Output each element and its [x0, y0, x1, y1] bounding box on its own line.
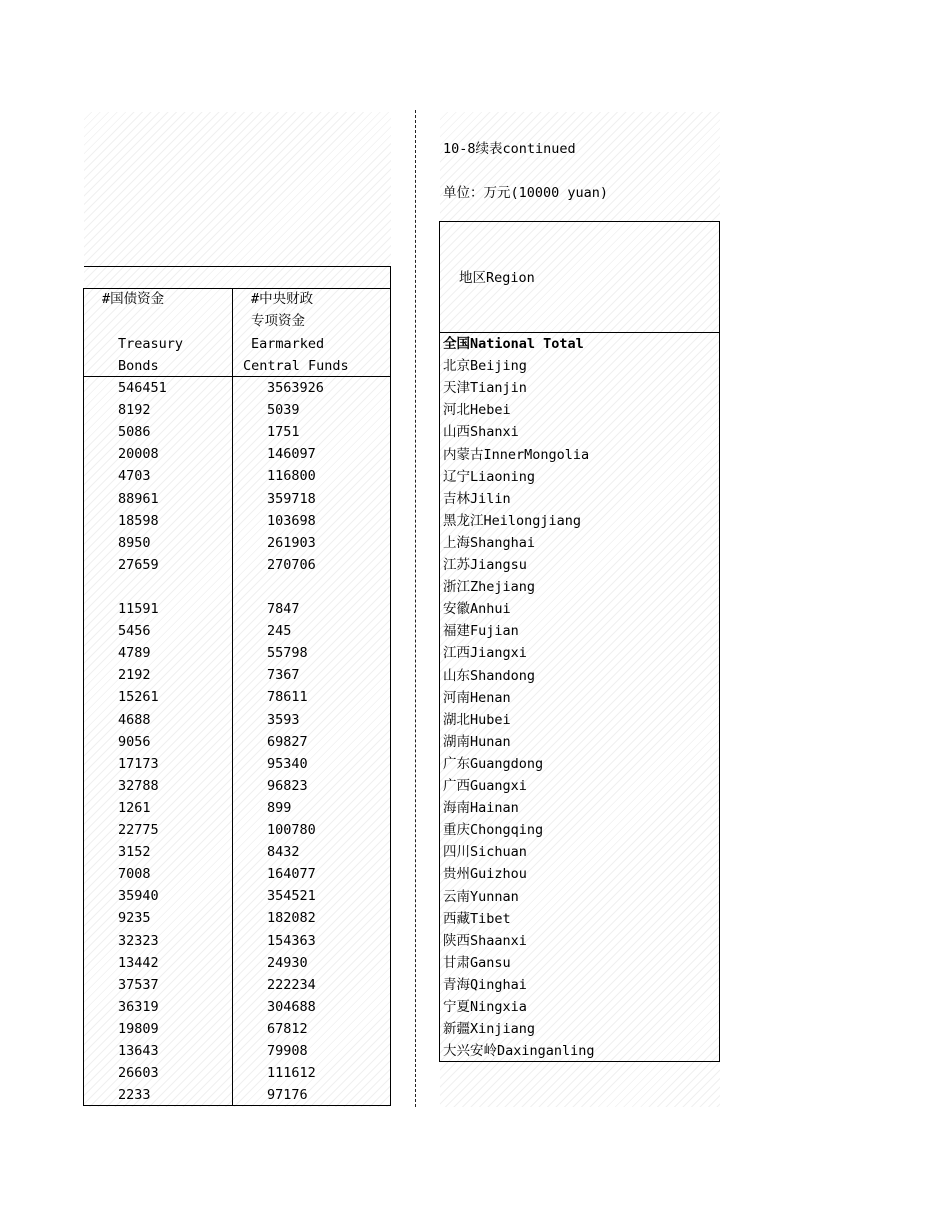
region-row: 大兴安岭Daxinganling — [443, 1043, 595, 1060]
region-row: 北京Beijing — [443, 358, 527, 375]
right-border — [390, 266, 391, 1106]
treasury-bonds-cell: 17173 — [118, 755, 159, 772]
region-row: 山西Shanxi — [443, 424, 519, 441]
region-left-border — [439, 221, 440, 1062]
earmarked-funds-cell: 24930 — [267, 954, 308, 971]
earmarked-funds-cell: 97176 — [267, 1087, 308, 1104]
table-top-rule — [84, 266, 391, 267]
earmarked-header-en-1: Earmarked — [251, 336, 325, 352]
earmarked-funds-cell: 354521 — [267, 888, 316, 905]
treasury-bonds-cell: 35940 — [118, 888, 159, 905]
region-table-top-rule — [439, 221, 720, 222]
treasury-bonds-cell: 2192 — [118, 667, 151, 684]
treasury-bonds-cell: 15261 — [118, 689, 159, 706]
region-row: 内蒙古InnerMongolia — [443, 446, 590, 463]
region-row: 贵州Guizhou — [443, 866, 527, 883]
region-row: 河南Henan — [443, 689, 511, 706]
region-row: 上海Shanghai — [443, 534, 536, 551]
region-row: 青海Qinghai — [443, 976, 527, 993]
earmarked-funds-cell: 899 — [267, 799, 292, 816]
region-row: 湖北Hubei — [443, 711, 511, 728]
region-header: 地区Region — [459, 270, 535, 286]
treasury-header-en-1: Treasury — [118, 336, 184, 352]
treasury-bonds-cell: 8192 — [118, 402, 151, 419]
earmarked-funds-cell: 111612 — [267, 1065, 316, 1082]
earmarked-funds-cell: 5039 — [267, 402, 300, 419]
treasury-bonds-cell: 3152 — [118, 844, 151, 861]
region-row: 海南Hainan — [443, 800, 519, 817]
earmarked-funds-cell: 7367 — [267, 667, 300, 684]
region-row: 广东Guangdong — [443, 755, 544, 772]
treasury-bonds-cell: 1261 — [118, 799, 151, 816]
earmarked-funds-cell: 182082 — [267, 910, 316, 927]
earmarked-funds-cell: 261903 — [267, 534, 316, 551]
earmarked-header-en-2: Central Funds — [243, 358, 349, 374]
region-row: 天津Tianjin — [443, 380, 527, 397]
treasury-bonds-cell: 7008 — [118, 866, 151, 883]
earmarked-header-cn-1: #中央财政 — [251, 291, 314, 307]
treasury-bonds-cell: 2233 — [118, 1087, 151, 1104]
column-divider — [232, 288, 233, 1106]
earmarked-funds-cell: 3563926 — [267, 380, 324, 396]
earmarked-funds-cell: 164077 — [267, 866, 316, 883]
unit-label: 单位：万元(10000 yuan) — [443, 185, 609, 201]
treasury-header-cn: #国债资金 — [102, 291, 165, 307]
earmarked-funds-cell: 8432 — [267, 844, 300, 861]
earmarked-funds-cell: 95340 — [267, 755, 308, 772]
treasury-bonds-cell: 546451 — [118, 380, 167, 396]
earmarked-funds-cell: 55798 — [267, 645, 308, 662]
earmarked-funds-cell: 96823 — [267, 777, 308, 794]
earmarked-funds-cell: 245 — [267, 623, 292, 640]
earmarked-funds-cell: 100780 — [267, 822, 316, 838]
earmarked-funds-cell: 154363 — [267, 932, 316, 949]
earmarked-funds-cell: 78611 — [267, 689, 308, 706]
earmarked-funds-cell: 222234 — [267, 976, 316, 993]
region-row: 吉林Jilin — [443, 490, 511, 507]
region-row: 福建Fujian — [443, 623, 519, 640]
region-row: 黑龙江Heilongjiang — [443, 512, 582, 529]
treasury-bonds-cell: 4688 — [118, 711, 151, 728]
treasury-bonds-cell: 19809 — [118, 1020, 159, 1037]
treasury-bonds-cell: 4789 — [118, 645, 151, 662]
earmarked-funds-cell: 304688 — [267, 998, 316, 1015]
treasury-bonds-cell: 20008 — [118, 446, 159, 463]
page-divider — [415, 110, 416, 1107]
earmarked-funds-cell: 116800 — [267, 468, 316, 485]
earmarked-header-cn-2: 专项资金 — [251, 313, 305, 329]
treasury-bonds-cell: 26603 — [118, 1065, 159, 1082]
region-national-total: 全国National Total — [443, 336, 584, 352]
region-row: 重庆Chongqing — [443, 822, 544, 839]
treasury-bonds-cell: 5456 — [118, 623, 151, 640]
treasury-header-en-2: Bonds — [118, 358, 159, 374]
region-row: 辽宁Liaoning — [443, 468, 536, 485]
treasury-bonds-cell: 9056 — [118, 733, 151, 750]
treasury-bonds-cell: 13442 — [118, 954, 159, 971]
region-row: 安徽Anhui — [443, 601, 511, 618]
region-row: 新疆Xinjiang — [443, 1021, 536, 1038]
treasury-bonds-cell: 5086 — [118, 424, 151, 441]
treasury-bonds-cell: 8950 — [118, 534, 151, 551]
earmarked-funds-cell: 270706 — [267, 556, 316, 573]
treasury-bonds-cell: 4703 — [118, 468, 151, 485]
region-right-border — [719, 221, 720, 1062]
treasury-bonds-cell: 32323 — [118, 932, 159, 949]
region-row: 湖南Hunan — [443, 733, 511, 750]
region-row: 江苏Jiangsu — [443, 557, 527, 573]
earmarked-funds-cell: 79908 — [267, 1043, 308, 1059]
treasury-bonds-cell: 13643 — [118, 1043, 159, 1059]
earmarked-funds-cell: 1751 — [267, 424, 300, 441]
table-caption: 10-8续表continued — [443, 141, 576, 157]
left-border — [83, 288, 84, 1106]
treasury-bonds-cell: 9235 — [118, 910, 151, 927]
region-row: 四川Sichuan — [443, 844, 527, 861]
region-row: 宁夏Ningxia — [443, 999, 527, 1015]
treasury-bonds-cell: 37537 — [118, 976, 159, 993]
region-row: 陕西Shaanxi — [443, 932, 527, 949]
earmarked-funds-cell: 146097 — [267, 446, 316, 463]
region-row: 广西Guangxi — [443, 778, 527, 794]
treasury-bonds-cell: 18598 — [118, 512, 159, 529]
earmarked-funds-cell: 359718 — [267, 490, 316, 507]
treasury-bonds-cell: 11591 — [118, 601, 159, 617]
earmarked-funds-cell: 3593 — [267, 711, 300, 728]
treasury-bonds-cell: 22775 — [118, 822, 159, 838]
earmarked-funds-cell: 67812 — [267, 1020, 308, 1037]
earmarked-funds-cell: 103698 — [267, 512, 316, 529]
region-row: 甘肃Gansu — [443, 954, 511, 971]
earmarked-funds-cell: 7847 — [267, 601, 300, 617]
treasury-bonds-cell: 88961 — [118, 490, 159, 507]
region-row: 山东Shandong — [443, 667, 536, 684]
earmarked-funds-cell: 69827 — [267, 733, 308, 750]
region-row: 云南Yunnan — [443, 888, 519, 905]
region-row: 河北Hebei — [443, 402, 511, 419]
region-row: 西藏Tibet — [443, 910, 511, 927]
region-row: 江西Jiangxi — [443, 645, 527, 662]
treasury-bonds-cell: 32788 — [118, 777, 159, 794]
treasury-bonds-cell: 36319 — [118, 998, 159, 1015]
region-row: 浙江Zhejiang — [443, 579, 536, 596]
treasury-bonds-cell: 27659 — [118, 556, 159, 573]
